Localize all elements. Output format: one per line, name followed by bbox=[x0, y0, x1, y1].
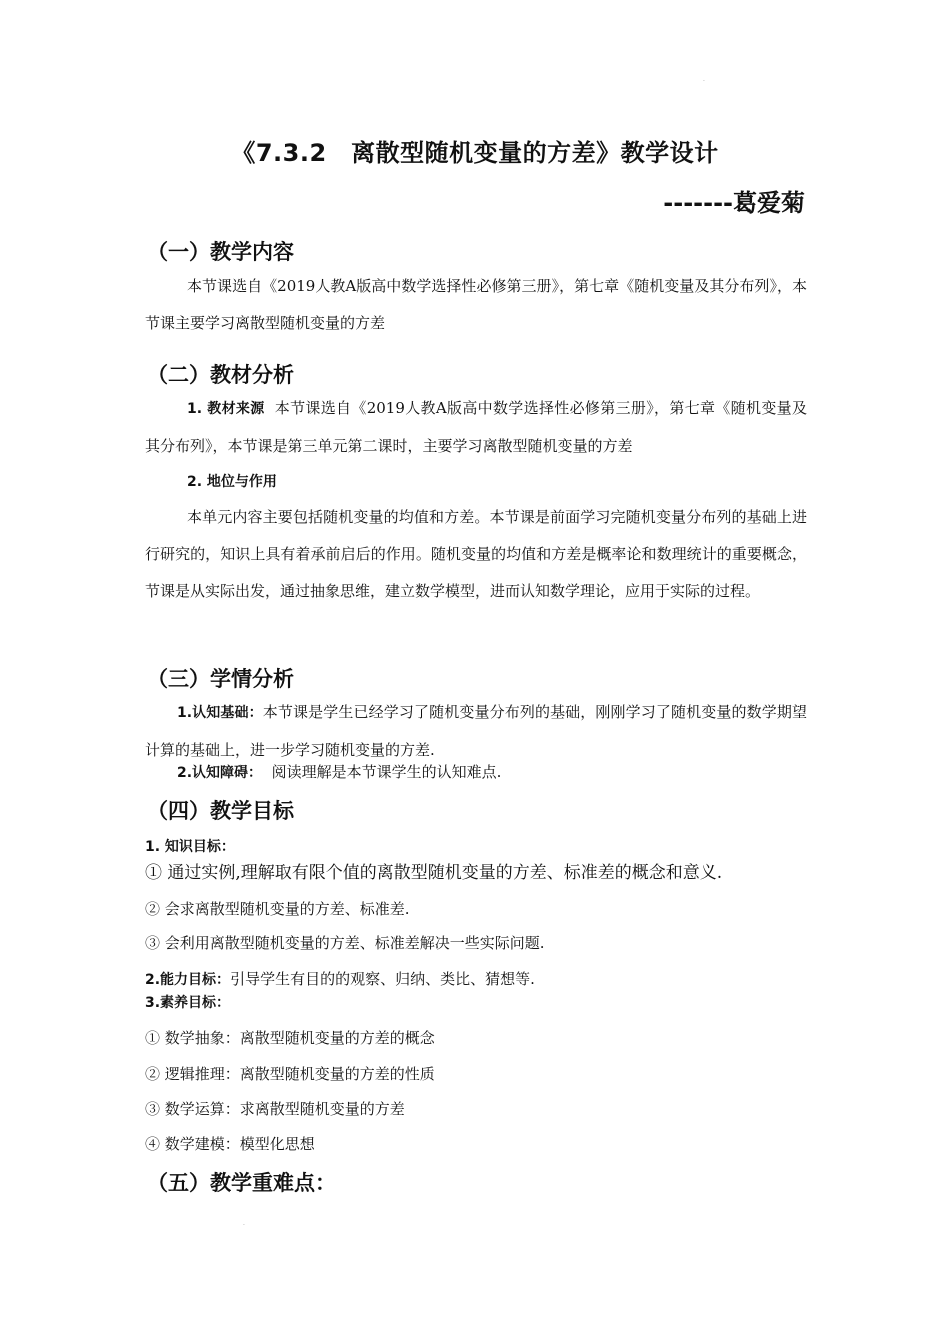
section3-item1-label: 1.认知基础： bbox=[177, 705, 263, 721]
literacy-label: 3.素养目标： bbox=[145, 995, 231, 1011]
ability-label: 2.能力目标： bbox=[145, 972, 231, 988]
section3-item1-text: 本节课是学生已经学习了随机变量分布列的基础，刚刚学习了随机变量的数学期望计算的基础上，进一步学习随机变量的方差. bbox=[145, 703, 807, 759]
section2-heading: （二）教材分析 bbox=[147, 363, 294, 387]
bottom-dot: · bbox=[243, 1222, 245, 1229]
knowledge-item-3: ③ 会利用离散型随机变量的方差、标准差解决一些实际问题. bbox=[145, 934, 545, 952]
knowledge-item-2: ② 会求离散型随机变量的方差、标准差. bbox=[145, 900, 410, 918]
knowledge-label: 1. 知识目标： bbox=[145, 839, 235, 855]
section4-heading: （四）教学目标 bbox=[147, 799, 294, 823]
section3-item2-label: 2.认知障碍： bbox=[177, 765, 263, 781]
document-author: -------葛爱菊 bbox=[663, 189, 805, 217]
literacy-item-3: ③ 数学运算：求离散型随机变量的方差 bbox=[145, 1100, 405, 1118]
section2-item1-text: 本节课选自《2019人教A版高中数学选择性必修第三册》，第七章《随机变量及其分布列》，本节课是第三单元第二课时，主要学习离散型随机变量的方差 bbox=[145, 399, 807, 455]
section3-item2 bbox=[177, 761, 501, 782]
ability-text: 引导学生有目的的观察、归纳、类比、猜想等. bbox=[230, 970, 535, 988]
literacy-item-4: ④ 数学建模：模型化思想 bbox=[145, 1135, 315, 1153]
section1-body: 本节课选自《2019人教A版高中数学选择性必修第三册》，第七章《随机变量及其分布列》，本节课主要学习离散型随机变量的方差 bbox=[145, 277, 807, 332]
literacy-item-1: ① 数学抽象：离散型随机变量的方差的概念 bbox=[145, 1029, 435, 1047]
section2-item1 bbox=[145, 390, 807, 465]
section3-heading: （三）学情分析 bbox=[147, 667, 294, 691]
knowledge-item-1: ① 通过实例,理解取有限个值的离散型随机变量的方差、标准差的概念和意义. bbox=[145, 863, 723, 883]
section2-item1-label: 1. 教材来源 bbox=[187, 401, 265, 417]
section5-heading: （五）教学重难点： bbox=[147, 1171, 336, 1195]
section2-item2-text: 本单元内容主要包括随机变量的均值和方差。本节课是前面学习完随机变量分布列的基础上进行研究的，知识上具有着承前启后的作用。随机变量的均值和方差是概率论和数理统计的重要概念，节课是从实际出发，通过抽象思维，建立数学模型，进而认知数学理论，应用于实际的过程。 bbox=[145, 508, 807, 600]
section2-item2-label: 2. 地位与作用 bbox=[187, 474, 277, 490]
literacy-item-2: ② 逻辑推理：离散型随机变量的方差的性质 bbox=[145, 1065, 435, 1083]
top-dot: · bbox=[703, 78, 705, 85]
ability-goal bbox=[145, 968, 535, 989]
document-title: 《7.3.2 离散型随机变量的方差》教学设计 bbox=[231, 139, 719, 167]
section3-item1 bbox=[145, 694, 807, 769]
section3-item2-text: 阅读理解是本节课学生的认知难点. bbox=[271, 763, 502, 781]
section1-heading: （一）教学内容 bbox=[147, 240, 294, 264]
